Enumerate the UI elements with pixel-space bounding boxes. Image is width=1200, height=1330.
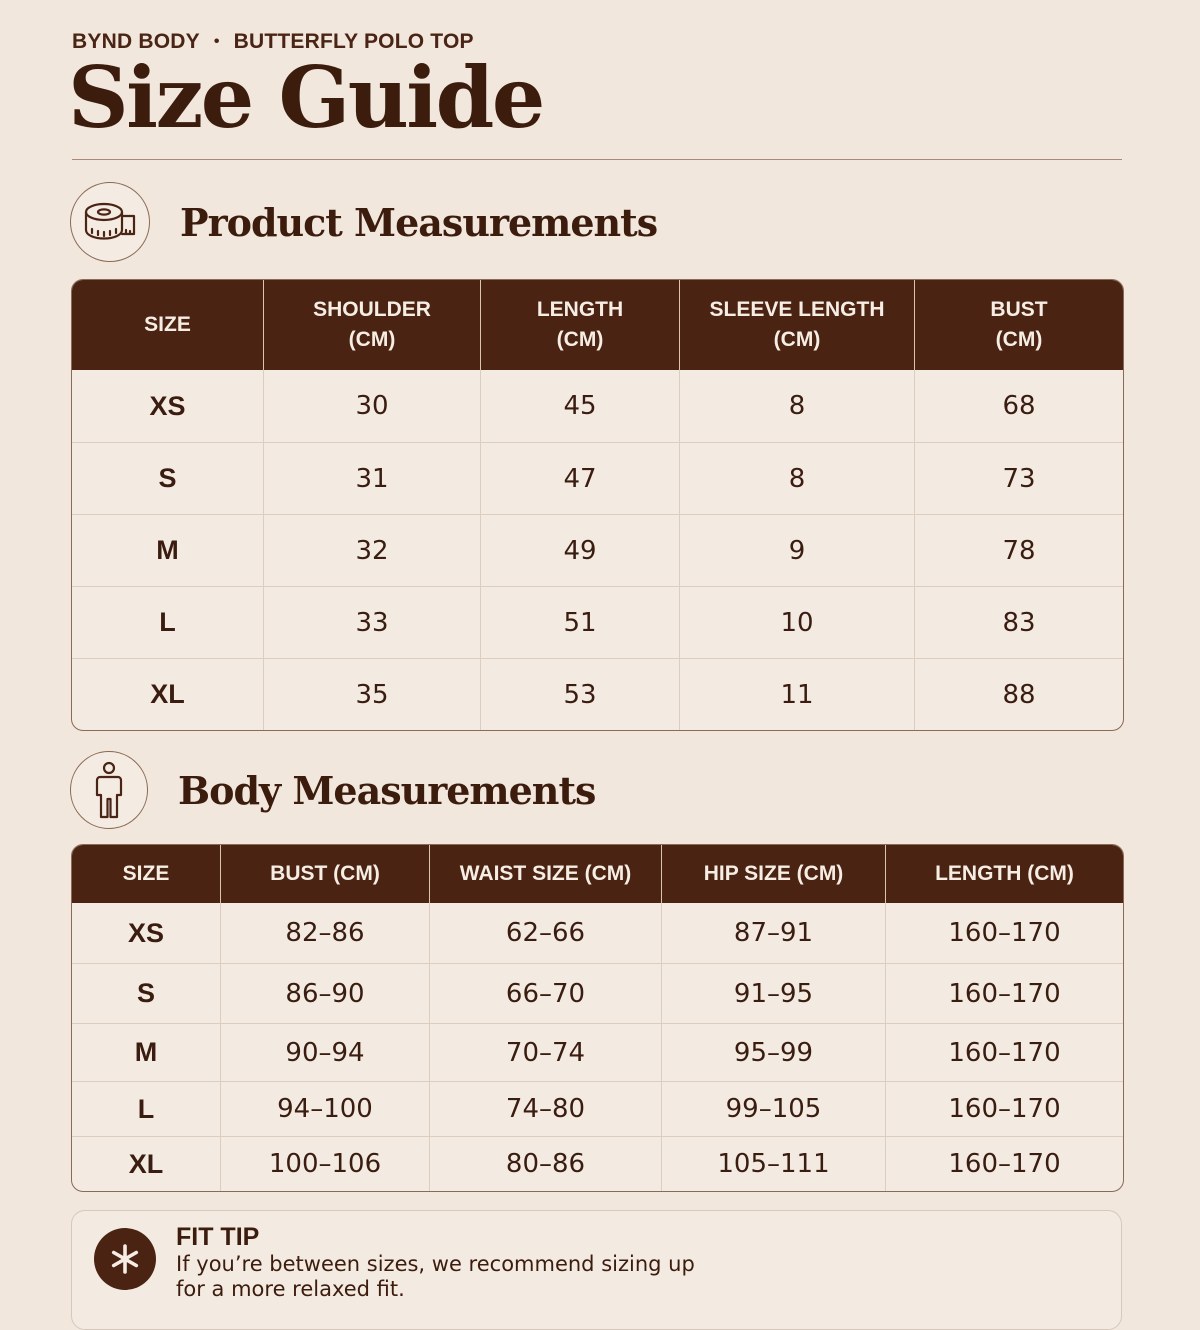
table-cell: 68 xyxy=(1002,391,1036,421)
table-cell: 66–70 xyxy=(430,963,662,1023)
column-header: BUST (CM) xyxy=(915,280,1123,370)
table-cell: 87–91 xyxy=(662,903,886,963)
table-row xyxy=(72,963,1123,1023)
table-cell: 74–80 xyxy=(430,1081,662,1136)
column-header: LENGTH (CM) xyxy=(886,845,1123,903)
product-measurements-heading xyxy=(70,182,657,262)
table-row xyxy=(72,442,1123,514)
table-cell: 51 xyxy=(481,586,680,658)
product-name: BUTTERFLY POLO TOP xyxy=(233,30,474,53)
sparkle-icon xyxy=(94,1228,156,1290)
table-cell: 8 xyxy=(680,370,915,442)
table-header-row xyxy=(72,280,1123,370)
table-cell: 70–74 xyxy=(430,1023,662,1081)
size-cell: XS xyxy=(72,370,264,442)
table-cell: 62–66 xyxy=(430,903,662,963)
table-cell: 90–94 xyxy=(221,1023,430,1081)
table-cell: 105–111 xyxy=(662,1136,886,1191)
size-cell: XL xyxy=(72,1136,221,1191)
table-cell: 45 xyxy=(481,370,680,442)
size-cell: S xyxy=(72,442,264,514)
separator-dot: • xyxy=(213,33,220,50)
table-cell: 94–100 xyxy=(221,1081,430,1136)
table-cell: 91–95 xyxy=(662,963,886,1023)
table-row xyxy=(72,1023,1123,1081)
table-cell: 49 xyxy=(481,514,680,586)
table-cell: 47 xyxy=(481,442,680,514)
table-cell: 53 xyxy=(481,658,680,730)
fit-tip-text xyxy=(176,1252,736,1302)
size-cell: M xyxy=(72,1023,221,1081)
table-cell: 30 xyxy=(264,370,481,442)
size-cell: S xyxy=(72,963,221,1023)
fit-tip-line: If you’re between sizes, we recommend sizing up xyxy=(176,1252,695,1276)
table-cell: 10 xyxy=(680,586,915,658)
title-divider xyxy=(72,159,1122,160)
table-row xyxy=(72,903,1123,963)
table-header-row xyxy=(72,845,1123,903)
table-cell: 33 xyxy=(264,586,481,658)
column-header: BUST (CM) xyxy=(221,845,430,903)
size-cell: M xyxy=(72,514,264,586)
table-cell: 160–170 xyxy=(886,963,1123,1023)
table-cell: 80–86 xyxy=(430,1136,662,1191)
table-row xyxy=(72,586,1123,658)
size-cell: XL xyxy=(72,658,264,730)
table-cell: 100–106 xyxy=(221,1136,430,1191)
size-cell: XS xyxy=(72,903,221,963)
column-header: LENGTH (CM) xyxy=(481,280,680,370)
table-cell: 160–170 xyxy=(886,1081,1123,1136)
column-header: WAIST SIZE (CM) xyxy=(430,845,662,903)
fit-tip-card xyxy=(71,1210,1122,1330)
product-measurements-table xyxy=(71,279,1124,731)
table-row xyxy=(72,1136,1123,1191)
column-header: SIZE xyxy=(72,845,221,903)
person-icon xyxy=(70,751,148,829)
table-row xyxy=(72,1081,1123,1136)
column-header: HIP SIZE (CM) xyxy=(662,845,886,903)
table-cell: 78 xyxy=(915,514,1123,586)
table-cell: 99–105 xyxy=(662,1081,886,1136)
body-measurements-table xyxy=(71,844,1124,1192)
section-title: Body Measurements xyxy=(178,767,596,813)
table-cell: 8 xyxy=(680,442,915,514)
column-header: SLEEVE LENGTH (CM) xyxy=(680,280,915,370)
column-header: SIZE xyxy=(72,280,264,370)
table-cell: 160–170 xyxy=(948,918,1061,948)
column-header: SHOULDER (CM) xyxy=(264,280,481,370)
measuring-tape-icon xyxy=(70,182,150,262)
table-row xyxy=(72,370,1123,442)
fit-tip-title: FIT TIP xyxy=(176,1223,260,1251)
table-cell: 35 xyxy=(264,658,481,730)
table-cell: 32 xyxy=(264,514,481,586)
table-cell: 31 xyxy=(264,442,481,514)
page-title: Size Guide xyxy=(68,48,543,147)
table-cell: 95–99 xyxy=(662,1023,886,1081)
table-cell: 160–170 xyxy=(886,1023,1123,1081)
size-cell: L xyxy=(72,1081,221,1136)
body-measurements-heading xyxy=(70,751,595,829)
table-cell: 88 xyxy=(915,658,1123,730)
size-cell: L xyxy=(72,586,264,658)
table-row xyxy=(72,658,1123,730)
table-cell: 9 xyxy=(680,514,915,586)
table-cell: 11 xyxy=(680,658,915,730)
table-cell: 82–86 xyxy=(221,903,430,963)
table-cell: 160–170 xyxy=(886,1136,1123,1191)
table-cell: 73 xyxy=(915,442,1123,514)
section-title: Product Measurements xyxy=(180,199,658,245)
brand-name: BYND BODY xyxy=(72,30,200,53)
table-row xyxy=(72,514,1123,586)
table-cell: 83 xyxy=(915,586,1123,658)
fit-tip-line: for a more relaxed fit. xyxy=(176,1277,405,1301)
table-cell: 86–90 xyxy=(221,963,430,1023)
